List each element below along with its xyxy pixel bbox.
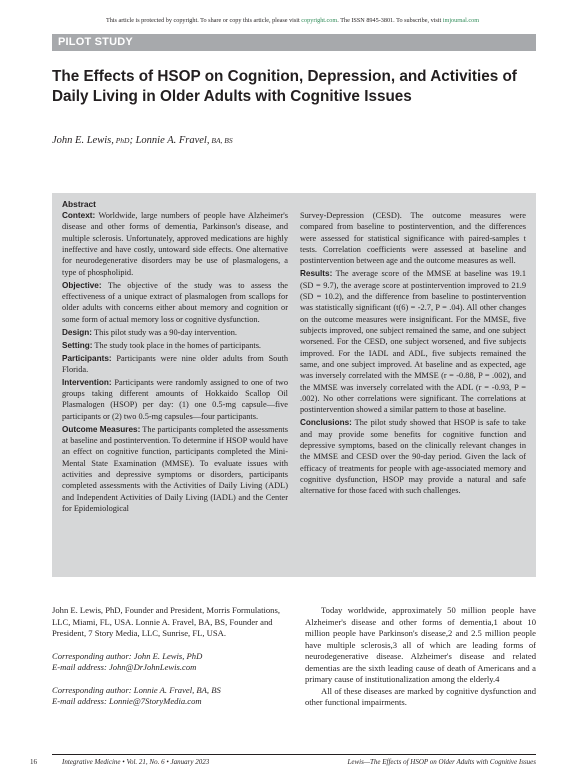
journal-citation: Integrative Medicine • Vol. 21, No. 6 • January 2023 [62, 758, 210, 766]
outcome-label: Outcome Measures: [62, 424, 141, 434]
results-text: The average score of the MMSE at baseline was 19.1 (SD = 9.7), the average score at postintervention improved to 21.9 (SD = 10.2), and the difference from baseline to postintervention was statistically significant (t(6) = -2.7, P = .04). All other changes on the outcome measures were insignificant. For the MMSE, five subjects improved, one subject remained the same, and one subject worsened. For the CESD, one subject worsened, and five subjects improved. For the IADL and ADL, five subjects remained the same, and one subject improved. At baseline and as expected, age was inversely correlated with the MMSE (r = -0.88, P = .002), and the MMSE was inversely correlated with the ADL (r = -0.93, P = .002). No other correlations were significant. The correlations at postintervention showed a similar pattern to those at baseline. [300, 269, 526, 415]
author-2: Lonnie A. Fravel, [135, 135, 210, 146]
author-separator: ; [129, 135, 136, 146]
abstract-column-right [300, 210, 526, 498]
abstract-design [62, 327, 288, 338]
abstract-context [62, 210, 288, 278]
issn-text: . The ISSN 8945-3801. To subscribe, visit [337, 17, 443, 24]
section-label: PILOT STUDY [58, 36, 133, 48]
affiliations-column [52, 605, 296, 719]
abstract-results [300, 268, 526, 415]
outcome-text: The participants completed the assessments at baseline and postintervention. To determine if HSOP would have an effect on cognitive function, participants completed the Mini-Mental State Examination (MMSE). To evaluate issues with activities and depressive symptoms or disorders, participants completed assessments with the Activities of Daily Living (ADL) and Independent Activities of Daily Living (IADL) and the Center for Epidemiological [62, 424, 288, 514]
corr2-email[interactable]: E-mail address: Lonnie@7StoryMedia.com [52, 696, 202, 706]
copyright-notice [0, 17, 585, 24]
abstract-intervention [62, 377, 288, 422]
section-label-bar [52, 34, 536, 51]
conclusions-label: Conclusions: [300, 418, 352, 428]
abstract-participants [62, 353, 288, 376]
corr2-label: Corresponding author: Lonnie A. Fravel, BA, BS [52, 684, 221, 695]
intro-paragraph-2: All of these diseases are marked by cognitive dysfunction and other functional impairments. [305, 685, 536, 707]
participants-text: Participants were nine older adults from South Florida. [62, 353, 288, 374]
page-number: 16 [30, 758, 37, 766]
abstract-objective [62, 280, 288, 325]
corresponding-author-1 [52, 651, 296, 674]
objective-text: The objective of the study was to assess the effectiveness of a unique extract of plasmalogen from scallops for older adults with concerns either about memory and cognition or some form of actual memory loss or cognitive dysfunction. [62, 280, 288, 324]
abstract-column-left [62, 210, 288, 516]
subscribe-link[interactable]: imjournal.com [442, 17, 480, 24]
article-title: The Effects of HSOP on Cognition, Depression, and Activities of Daily Living in Older Adults with Cognitive Issues [52, 68, 517, 105]
abstract-heading: Abstract [62, 199, 96, 209]
author-1-credentials: PhD [113, 136, 130, 145]
context-label: Context: [62, 211, 96, 220]
abstract-setting [62, 340, 288, 351]
author-affiliations: John E. Lewis, PhD, Founder and President, Morris Formulations, LLC, Miami, FL, USA. Lonnie A. Fravel, BA, BS, Founder and President, 7 Story Media, LLC, Sunrise, FL, USA. [52, 605, 280, 638]
participants-label: Participants: [62, 353, 112, 363]
design-text: This pilot study was a 90-day intervention. [92, 327, 237, 337]
corresponding-author-2 [52, 685, 296, 708]
abstract-conclusions [300, 417, 526, 496]
intervention-label: Intervention: [62, 377, 112, 387]
results-label: Results: [300, 269, 333, 279]
footer-rule [52, 754, 536, 755]
context-text: Worldwide, large numbers of people have Alzheimer's disease and other forms of dementia, Parkinson's disease, and multiple sclerosis. Unfortunately, approved medications are highly ineffective and have costly, untoward side effects. One alternative for neurodegenerative disorders may be use of plasmalogens, a type of phospholipid. [62, 211, 288, 277]
objective-label: Objective: [62, 280, 102, 290]
introduction-column [305, 605, 536, 709]
outcome-text-continued: Survey-Depression (CESD). The outcome measures were compared from baseline to postintervention, and the differences were assessed for statistical significance with paired-samples t tests. Correlation coefficients were assessed at baseline and postintervention between age and the outcome measures as well. [300, 211, 526, 266]
copyright-text: This article is protected by copyright. To share or copy this article, please visit [105, 17, 302, 24]
author-1: John E. Lewis, [52, 135, 114, 146]
abstract-outcome [62, 424, 288, 515]
design-label: Design: [62, 327, 93, 337]
conclusions-text: The pilot study showed that HSOP is safe to take and may provide some benefits for cognitive function and depressive symptoms, based on the clinically relevant changes in the MMSE and CESD over the 90-day period. Given the lack of efficacy of treatments for people with age-associated memory and cognitive dysfunction, HSOP may provide a natural and safe alternative for those faced with such challenges. [300, 418, 526, 496]
copyright-link[interactable]: copyright.com [301, 17, 338, 24]
setting-text: The study took place in the homes of participants. [92, 340, 262, 350]
author-2-credentials: BA, BS [209, 136, 233, 145]
setting-label: Setting: [62, 340, 93, 350]
intervention-text: Participants were randomly assigned to one of two groups taking different amounts of Hokkaido Scallop Oil Plasmalogen (HSOP) per day: (1) one 0.5-mg capsule—five participants or (2) two 0.5-mg capsules—four participants. [62, 377, 288, 421]
abstract-outcome-continued [300, 210, 526, 267]
intro-paragraph-1: Today worldwide, approximately 50 million people have Alzheimer's disease and other forms of dementia,1 about 10 million people have Parkinson's disease,2 and 2.5 million people have multiple sclerosis,3 all of which are leading forms of neurodegenerative disease. Alzheimer's disease and related dementias are the sixth leading cause of death of Americans and a primary cause of institutionalization among the elderly.4 [305, 605, 536, 684]
corr1-label: Corresponding author: John E. Lewis, PhD [52, 650, 203, 661]
running-head: Lewis—The Effects of HSOP on Older Adults with Cognitive Issues [347, 758, 536, 766]
author-line [52, 135, 233, 146]
corr1-email[interactable]: E-mail address: John@DrJohnLewis.com [52, 662, 197, 672]
